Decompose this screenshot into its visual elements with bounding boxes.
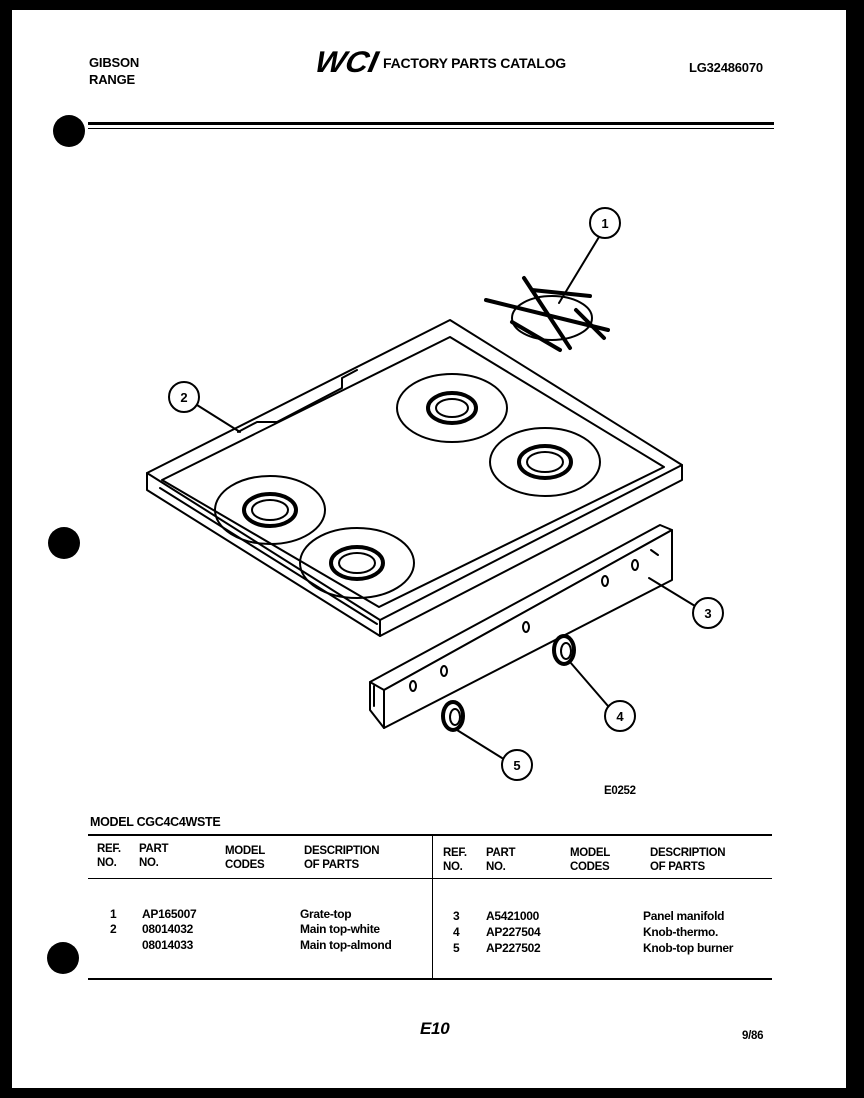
callout-1: 1 (601, 216, 609, 231)
header-description: DESCRIPTION OF PARTS (304, 845, 380, 871)
row-ref: 2 (110, 922, 117, 936)
row-part: AP227504 (486, 925, 541, 939)
row-ref: 1 (110, 907, 117, 921)
row-part: 08014033 (142, 938, 193, 952)
callout-2: 2 (180, 390, 188, 405)
row-description: Grate-top (300, 907, 352, 921)
brand-line-1: GIBSON (89, 55, 140, 70)
row-part: 08014032 (142, 922, 193, 936)
header-part: PART NO. (139, 843, 169, 869)
brand-line-2: RANGE (89, 72, 135, 87)
header-part-right: PART NO. (486, 847, 516, 873)
model-label: MODEL CGC4C4WSTE (90, 815, 221, 829)
drawing-code: E0252 (604, 785, 636, 797)
table-center-divider (432, 836, 433, 978)
callout-5: 5 (513, 758, 521, 773)
binder-hole-bottom (47, 942, 79, 974)
grate-top (486, 278, 608, 350)
knob-top-burner (443, 702, 463, 730)
header-ref-right: REF. NO. (443, 847, 467, 873)
header-model-codes: MODEL CODES (225, 845, 266, 871)
revision-date: 9/86 (742, 1030, 764, 1042)
row-ref: 4 (453, 925, 460, 939)
row-description: Main top-almond (300, 938, 392, 952)
catalog-sheet (12, 10, 846, 1088)
catalog-title: FACTORY PARTS CATALOG (383, 55, 566, 71)
logo-text: WCI (317, 46, 378, 76)
header-model-codes-right: MODEL CODES (570, 847, 611, 873)
table-top-rule (88, 834, 772, 836)
callout-3: 3 (704, 606, 712, 621)
row-ref: 3 (453, 909, 460, 923)
table-header-rule (88, 878, 772, 879)
callout-4: 4 (616, 709, 624, 724)
row-part: AP165007 (142, 907, 197, 921)
row-ref: 5 (453, 941, 460, 955)
page-code: E10 (420, 1019, 450, 1038)
header-description-right: DESCRIPTION OF PARTS (650, 847, 726, 873)
table-bottom-rule (88, 978, 772, 980)
row-part: A5421000 (486, 909, 539, 923)
row-part: AP227502 (486, 941, 541, 955)
row-description: Knob-top burner (643, 941, 734, 955)
row-description: Panel manifold (643, 909, 725, 923)
row-description: Knob-thermo. (643, 925, 719, 939)
catalog-code: LG32486070 (689, 60, 763, 75)
knob-thermo (554, 636, 574, 664)
row-description: Main top-white (300, 922, 380, 936)
header-ref: REF. NO. (97, 843, 121, 869)
exploded-parts-diagram (12, 10, 846, 810)
